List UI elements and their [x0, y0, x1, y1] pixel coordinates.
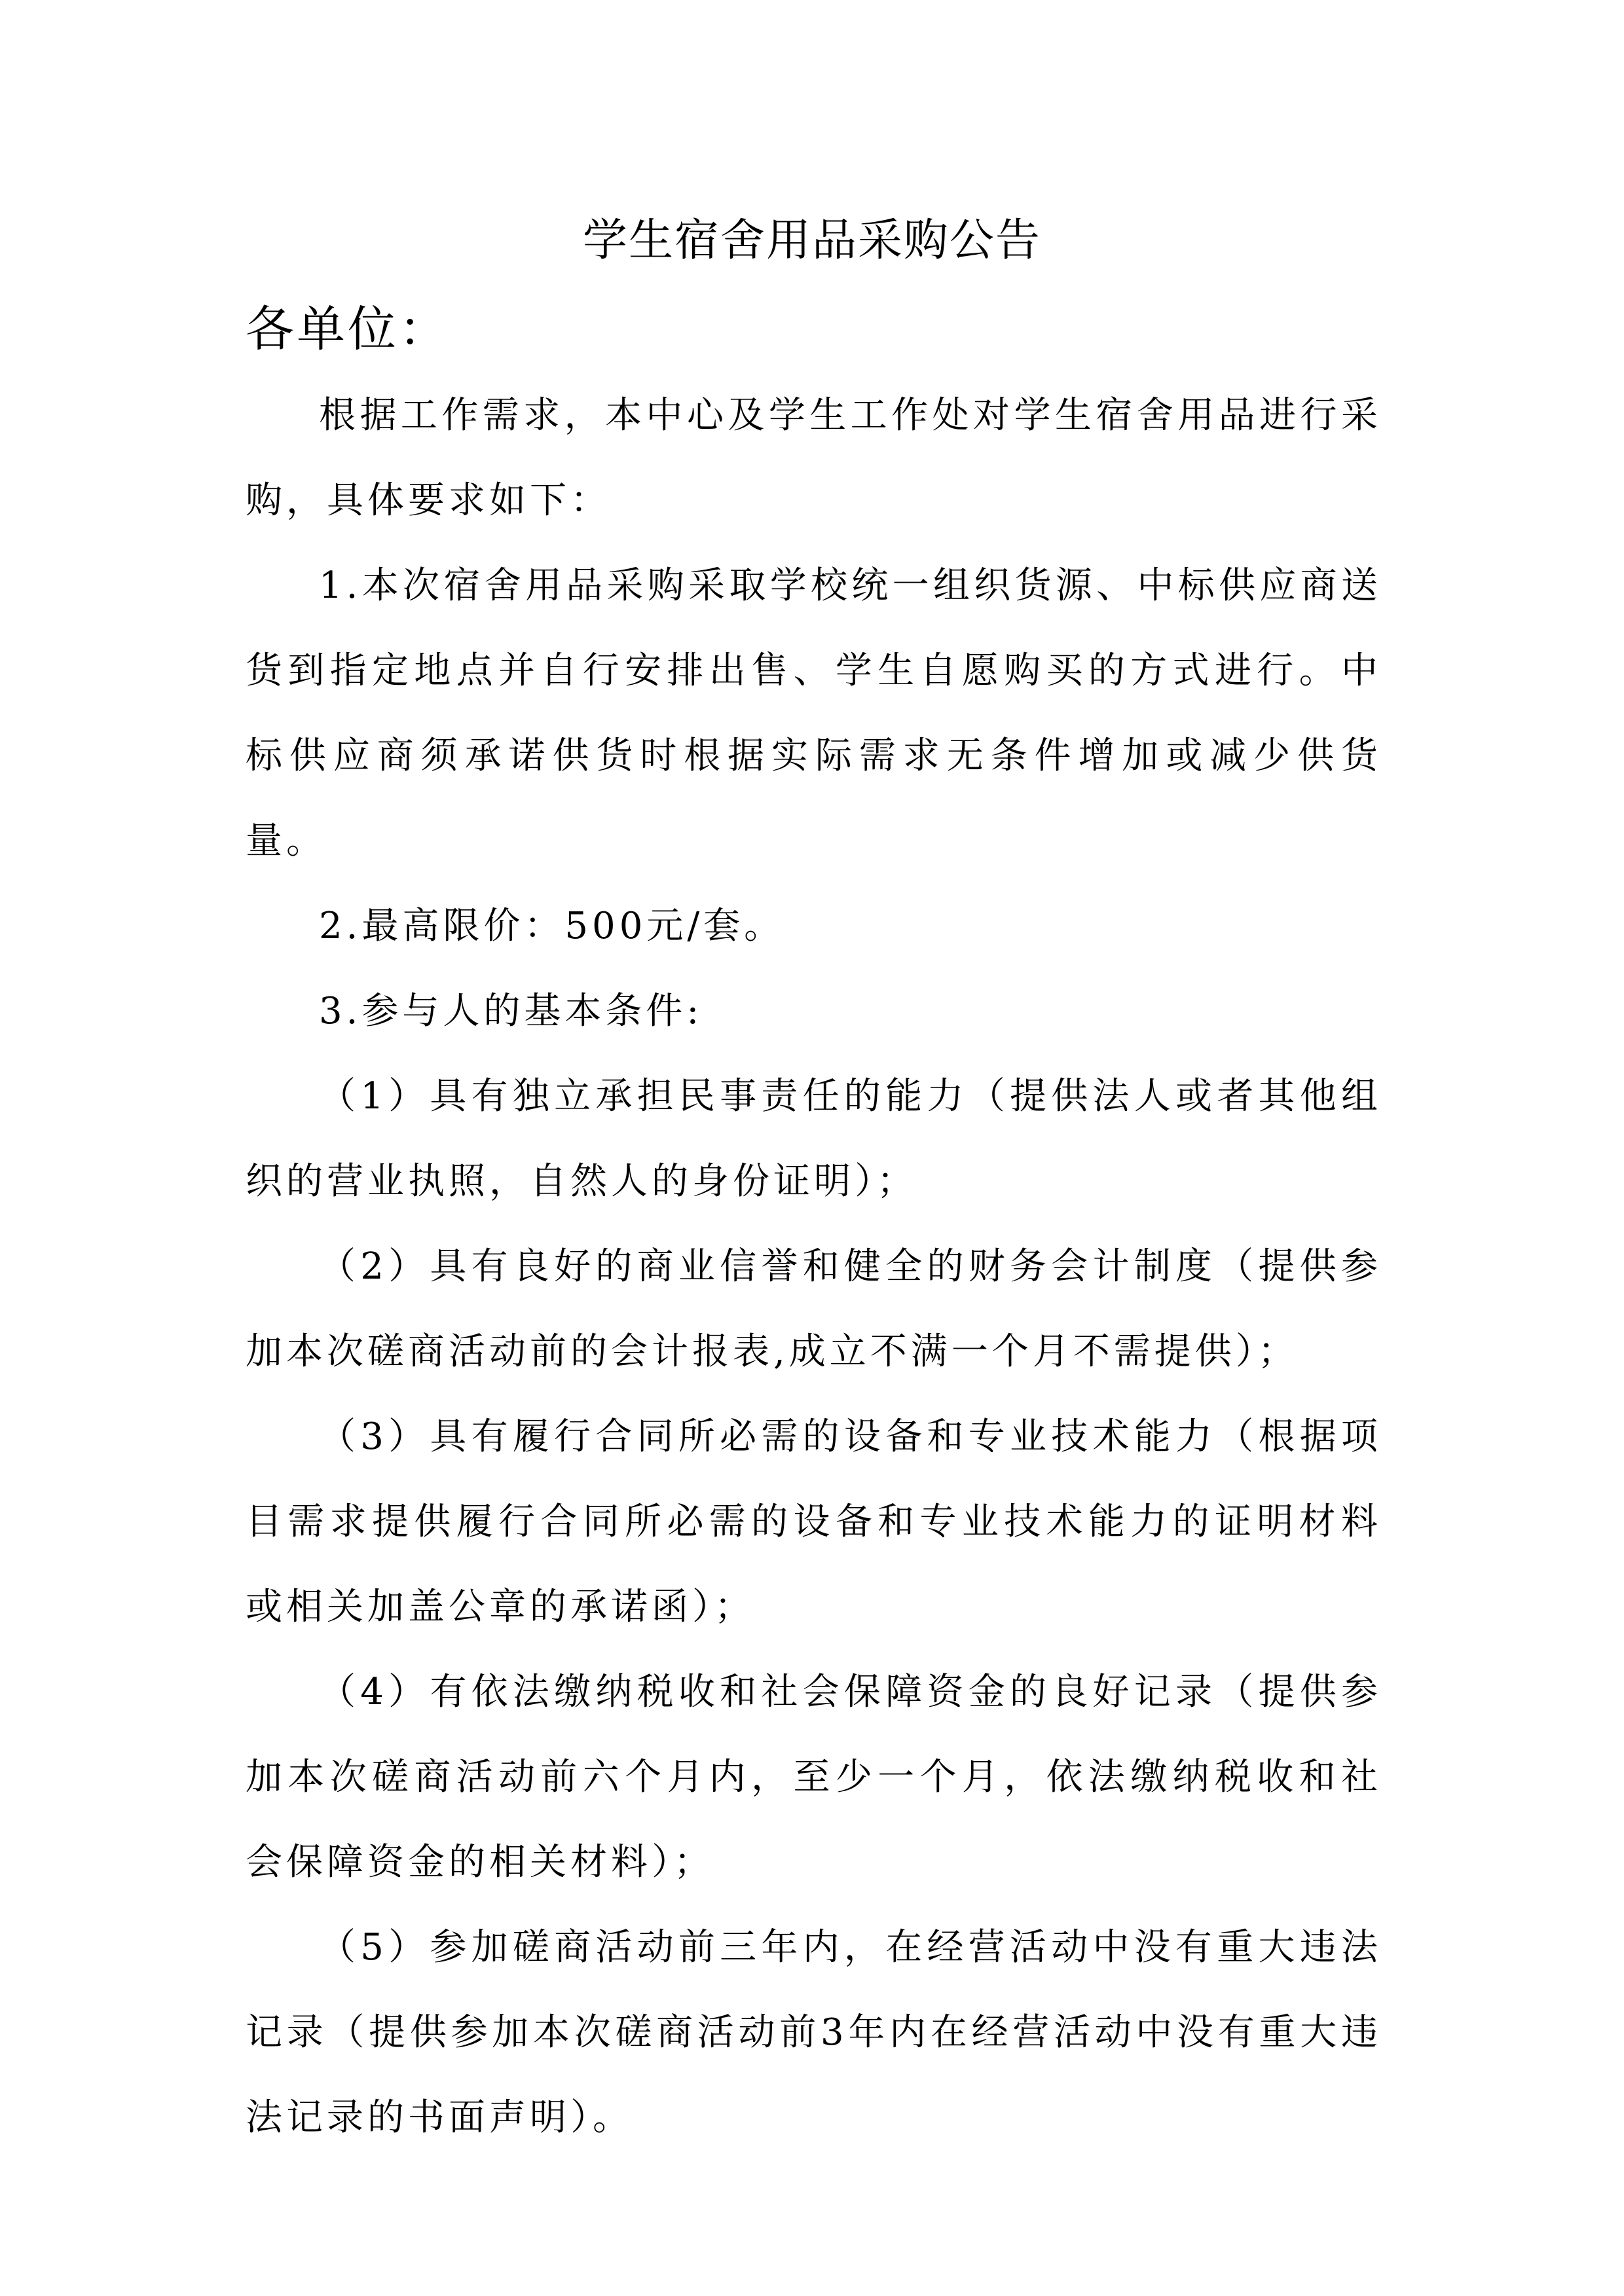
paragraph-condition-3: （3）具有履行合同所必需的设备和专业技术能力（根据项目需求提供履行合同所必需的设备和专业技术能力的证明材料或相关加盖公章的承诺函）；: [246, 1415, 1382, 1628]
paragraph-condition-5: （5）参加磋商活动前三年内，在经营活动中没有重大违法记录（提供参加本次磋商活动前3年内在经营活动中没有重大违法记录的书面声明）。: [246, 1926, 1382, 2139]
paragraph-item-3: 3.参与人的基本条件:: [319, 990, 703, 1032]
document-title: 学生宿舍用品采购公告: [582, 215, 1041, 266]
paragraph-item-2: 2.最高限价：500元/套。: [319, 905, 785, 947]
document-body: [246, 373, 1382, 2160]
salutation: 各单位：: [246, 301, 450, 357]
paragraph-intro: 根据工作需求，本中心及学生工作处对学生宿舍用品进行采购，具体要求如下：: [246, 394, 1382, 522]
paragraph-item-1: 1.本次宿舍用品采购采取学校统一组织货源、中标供应商送货到指定地点并自行安排出售、学生自愿购买的方式进行。中标供应商须承诺供货时根据实际需求无条件增加或减少供货量。: [246, 564, 1382, 862]
paragraph-condition-1: （1）具有独立承担民事责任的能力（提供法人或者其他组织的营业执照，自然人的身份证明）；: [246, 1075, 1382, 1203]
paragraph-condition-4: （4）有依法缴纳税收和社会保障资金的良好记录（提供参加本次磋商活动前六个月内，至少一个月，依法缴纳税收和社会保障资金的相关材料）；: [246, 1671, 1382, 1884]
paragraph-condition-2: （2）具有良好的商业信誉和健全的财务会计制度（提供参加本次磋商活动前的会计报表,成立不满一个月不需提供）；: [246, 1245, 1382, 1373]
